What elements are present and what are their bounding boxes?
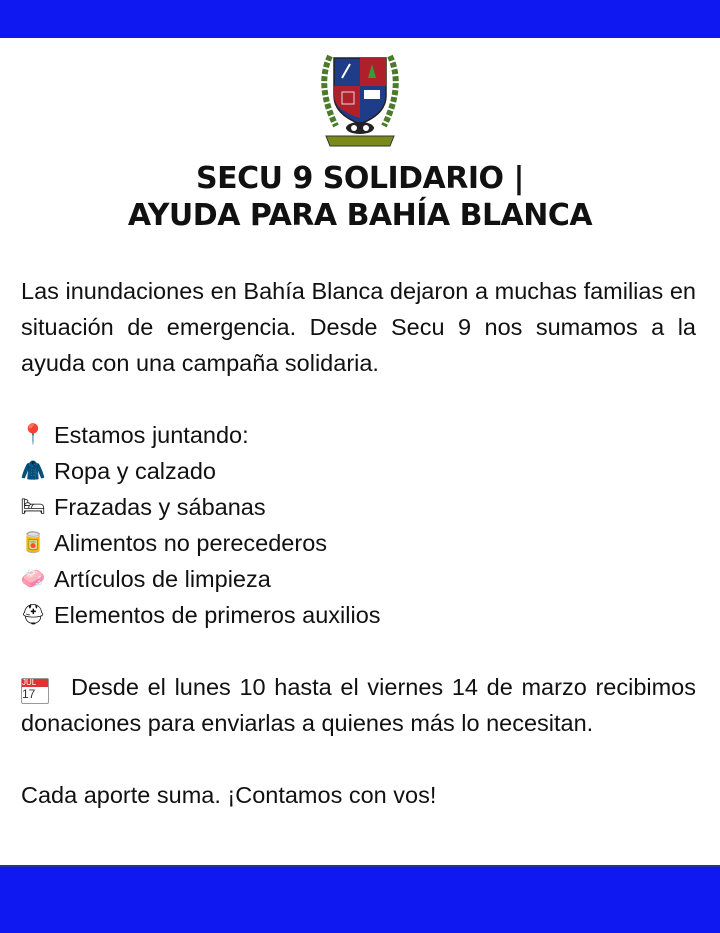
- soap-icon: 🧼: [20, 568, 46, 590]
- jacket-icon: 🧥: [20, 460, 46, 482]
- school-crest-logo: [316, 46, 404, 152]
- page-title: [0, 160, 720, 234]
- dates-paragraph: [21, 669, 696, 741]
- bottom-banner: [0, 865, 720, 933]
- list-item: [21, 453, 696, 489]
- bed-icon: 🛏: [20, 496, 46, 518]
- top-banner: [0, 0, 720, 38]
- list-item: [21, 489, 696, 525]
- list-item: [21, 597, 696, 633]
- intro-paragraph: Las inundaciones en Bahía Blanca dejaron a muchas familias en situación de emergencia. Desde Secu 9 nos sumamos a la ayuda con una campaña solidaria.: [21, 278, 696, 376]
- closing-text: Cada aporte suma. ¡Contamos con vos!: [21, 782, 437, 808]
- calendar-icon: JUL 17: [21, 678, 49, 704]
- list-item-label: Elementos de primeros auxilios: [54, 602, 381, 628]
- list-heading-label: Estamos juntando:: [54, 422, 249, 448]
- list-item-label: Frazadas y sábanas: [54, 494, 266, 520]
- post-body: [21, 273, 696, 813]
- title-line-2: AYUDA PARA BAHÍA BLANCA: [127, 198, 593, 233]
- list-item-label: Artículos de limpieza: [54, 566, 271, 592]
- list-item: [21, 561, 696, 597]
- list-item: [21, 525, 696, 561]
- title-line-1: SECU 9 SOLIDARIO |: [196, 161, 524, 196]
- dates-text: Desde el lunes 10 hasta el viernes 14 de marzo recibimos donaciones para enviarlas a quienes más lo necesitan.: [21, 674, 696, 736]
- list-heading: [21, 417, 696, 453]
- first-aid-helmet-icon: ⛑: [20, 604, 46, 626]
- pin-icon: 📍: [20, 424, 46, 446]
- can-icon: 🥫: [20, 532, 46, 554]
- list-item-label: Alimentos no perecederos: [54, 530, 328, 556]
- list-item-label: Ropa y calzado: [54, 458, 216, 484]
